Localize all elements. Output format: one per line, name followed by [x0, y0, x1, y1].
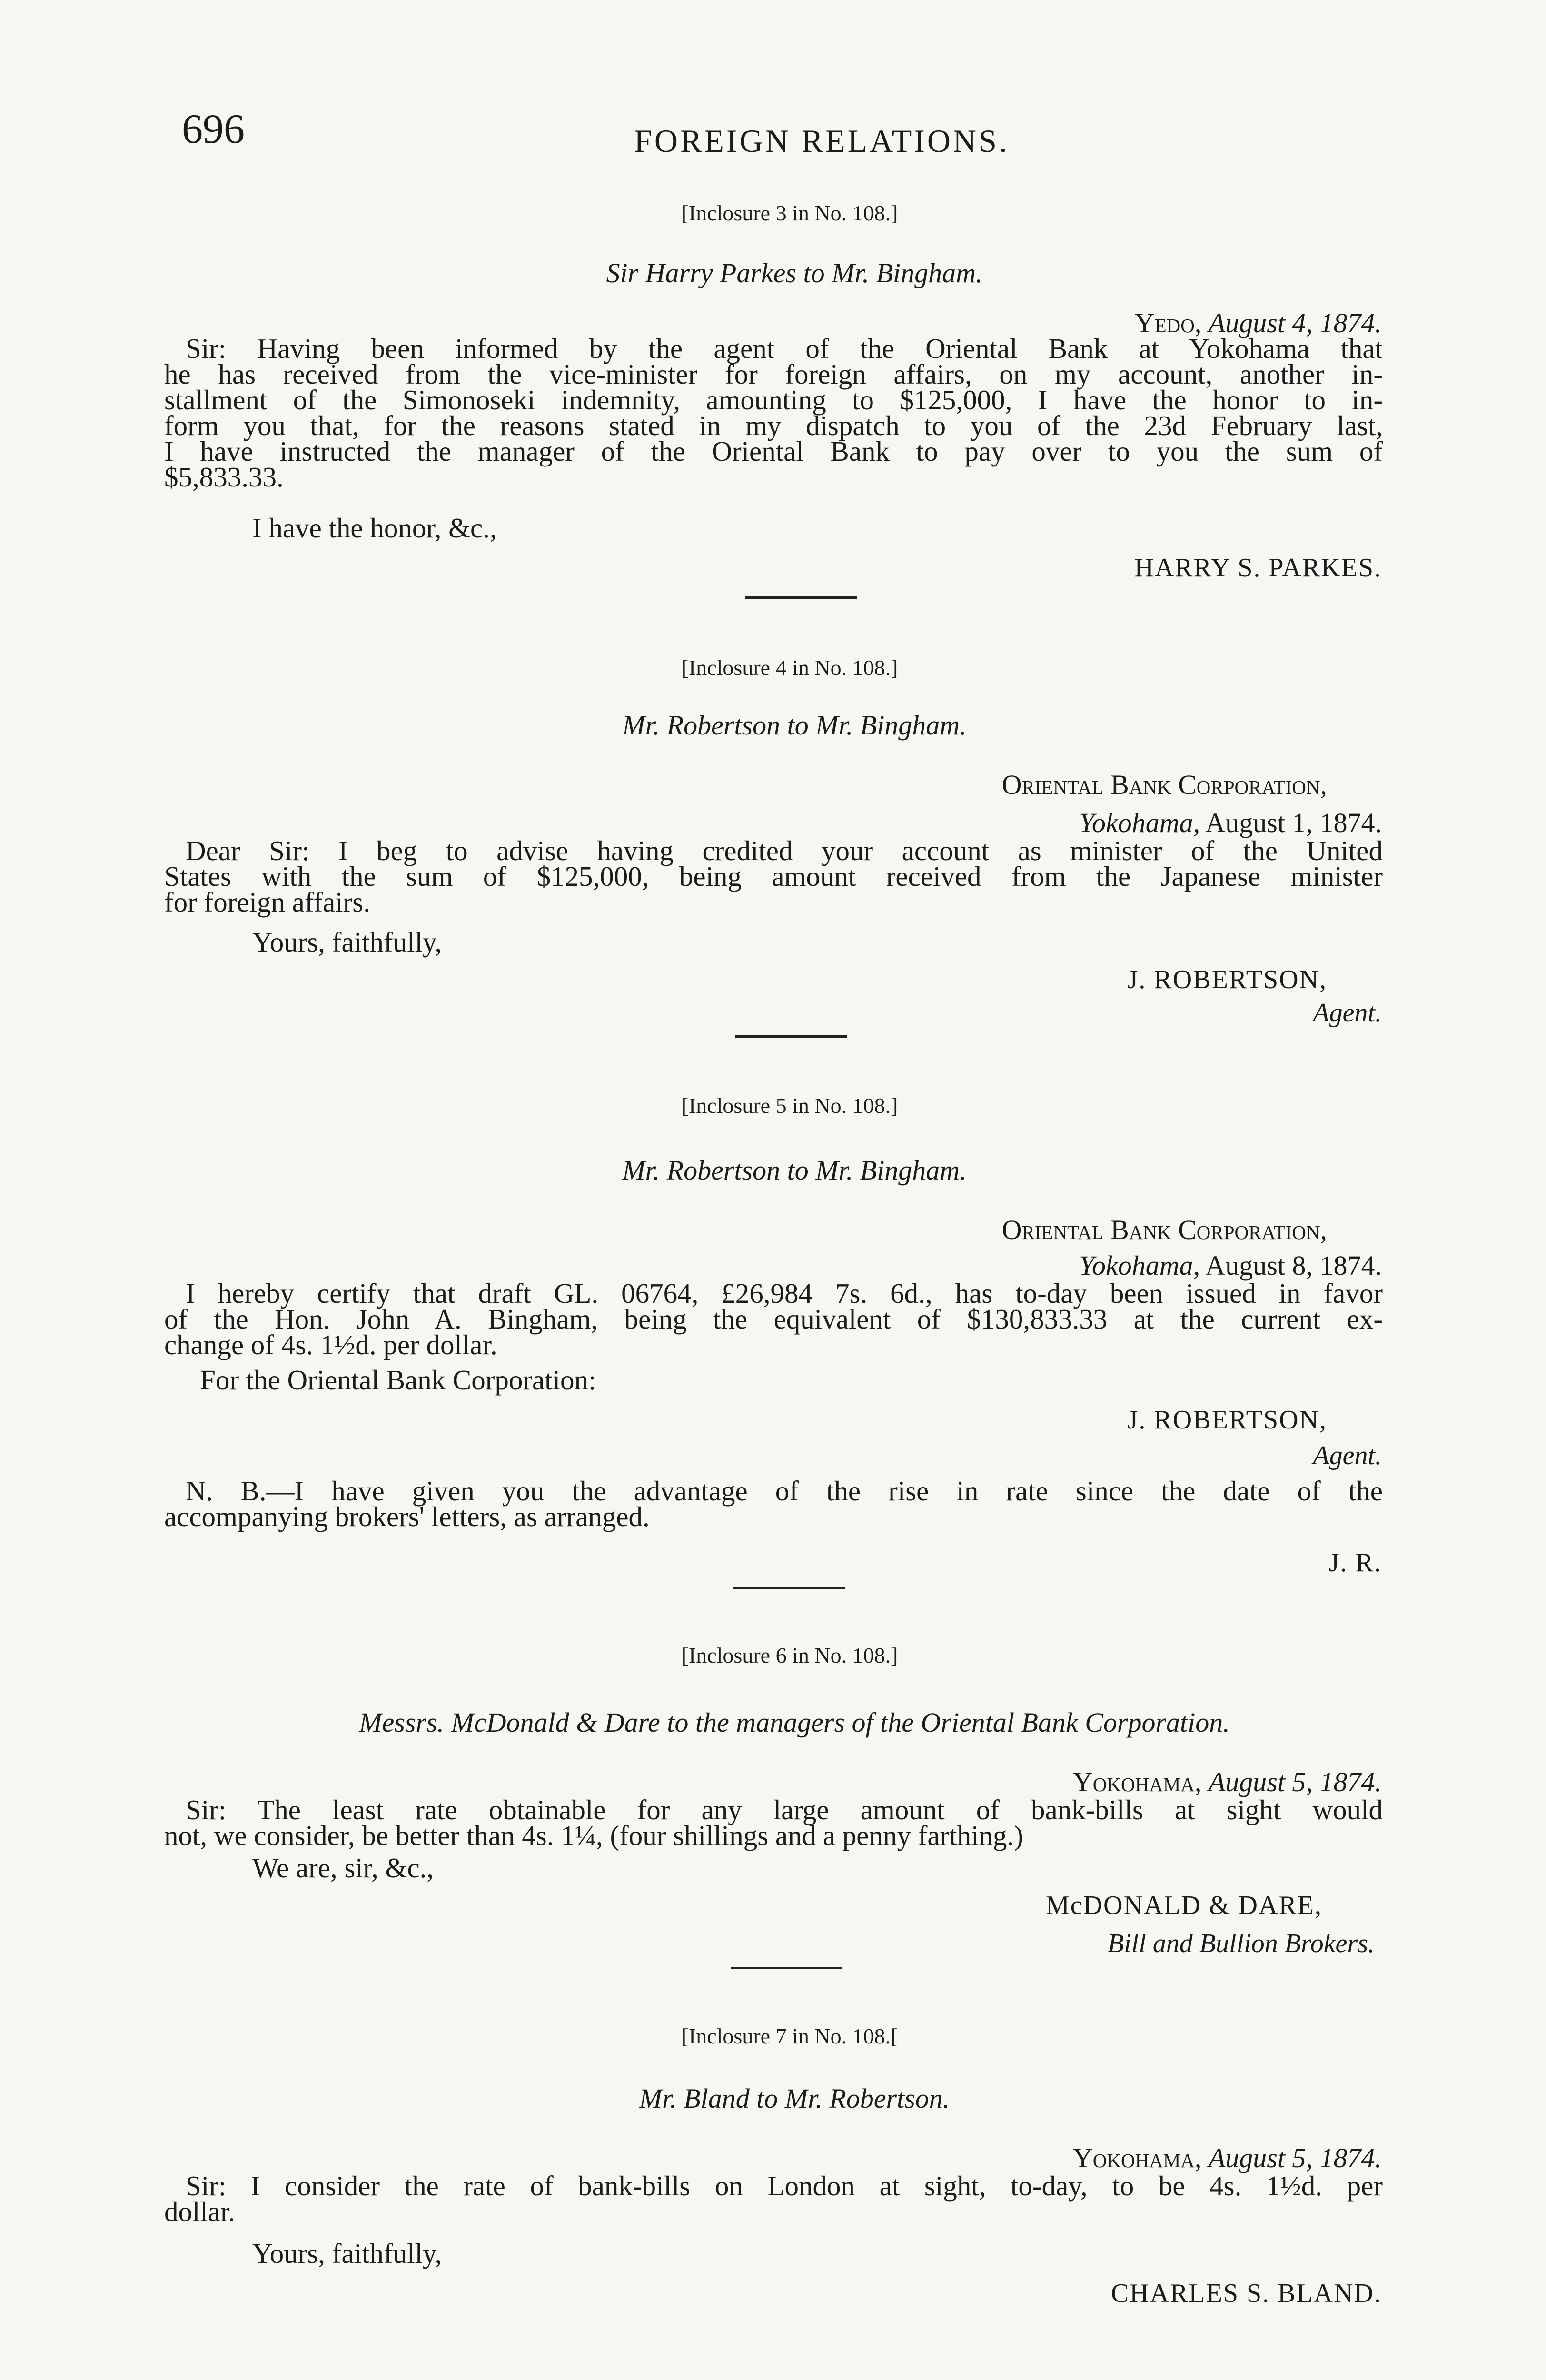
body-line: of the Hon. John A. Bingham, being the equivalent of $130,833.33 at the current ex- — [164, 1303, 1383, 1335]
inclosure-5-label: [Inclosure 5 in No. 108.] — [681, 1093, 898, 1118]
body-line: he has received from the vice-minister for foreign affairs, on my account, another in- — [164, 358, 1383, 390]
inclosure-7-date: August 5, 1874. — [1208, 2142, 1382, 2173]
page-number: 696 — [182, 106, 245, 152]
inclosure-7-body — [164, 2170, 1383, 2227]
inclosure-3-title: Sir Harry Parkes to Mr. Bingham. — [606, 258, 983, 288]
body-line: for foreign affairs. — [164, 886, 371, 918]
inclosure-3-body — [164, 333, 1383, 493]
inclosure-6-signature-title: Bill and Bullion Brokers. — [1108, 1929, 1375, 1958]
body-line: Sir: The least rate obtainable for any large amount of bank-bills at sight would — [186, 1794, 1383, 1825]
body-line: dollar. — [164, 2196, 236, 2227]
inclosure-6-closing: We are, sir, &c., — [252, 1852, 434, 1884]
inclosure-4-signature: J. ROBERTSON, — [1127, 965, 1327, 994]
inclosure-7-place-date — [1073, 2144, 1382, 2172]
body-line: Sir: I consider the rate of bank-bills on London at sight, to-day, to be 4s. 1½d. per — [186, 2170, 1383, 2202]
inclosure-5-org: Oriental Bank Corporation, — [1001, 1214, 1327, 1245]
inclosure-5-date: August 8, 1874. — [1205, 1250, 1382, 1281]
inclosure-4-closing: Yours, faithfully, — [252, 926, 442, 958]
inclosure-5-signature: J. ROBERTSON, — [1127, 1405, 1327, 1435]
inclosure-5-place: Yokohama, — [1079, 1250, 1200, 1281]
inclosure-5-title: Mr. Robertson to Mr. Bingham. — [622, 1155, 967, 1186]
inclosure-4-org: Oriental Bank Corporation, — [1001, 769, 1327, 800]
inclosure-7-title: Mr. Bland to Mr. Robertson. — [639, 2083, 950, 2114]
section-divider — [731, 1967, 842, 1969]
inclosure-4-place: Yokohama, — [1079, 807, 1200, 838]
inclosure-3-place: Yedo, — [1134, 307, 1202, 338]
inclosure-4-title: Mr. Robertson to Mr. Bingham. — [622, 710, 967, 741]
body-line: form you that, for the reasons stated in my dispatch to you of the 23d February last, — [164, 410, 1383, 441]
inclosure-4-label: [Inclosure 4 in No. 108.] — [681, 655, 898, 680]
inclosure-5-nb — [164, 1475, 1383, 1532]
inclosure-7-closing: Yours, faithfully, — [252, 2238, 442, 2269]
running-header: FOREIGN RELATIONS. — [634, 123, 1010, 159]
inclosure-5-signature-title: Agent. — [1313, 1441, 1382, 1470]
body-line: not, we consider, be better than 4s. 1¼, (four shillings and a penny farthing.) — [164, 1820, 1023, 1851]
inclosure-5-nb-signature: J. R. — [1328, 1548, 1382, 1577]
inclosure-5-place-date — [1079, 1252, 1382, 1279]
body-line: Dear Sir: I beg to advise having credited your account as minister of the United — [186, 835, 1383, 866]
body-line: stallment of the Simonoseki indemnity, amounting to $125,000, I have the honor to in- — [164, 384, 1383, 416]
inclosure-7-label: [Inclosure 7 in No. 108.[ — [681, 2024, 898, 2048]
inclosure-7-signature: CHARLES S. BLAND. — [1110, 2279, 1382, 2308]
inclosure-3-signature: HARRY S. PARKES. — [1134, 553, 1382, 583]
body-line: $5,833.33. — [164, 461, 284, 493]
inclosure-6-title: Messrs. McDonald & Dare to the managers of the Oriental Bank Corporation. — [359, 1707, 1230, 1738]
inclosure-6-place: Yokohama, — [1072, 1766, 1202, 1797]
body-line: Sir: Having been informed by the agent of the Oriental Bank at Yokohama that — [186, 333, 1383, 364]
inclosure-6-signature: McDONALD & DARE, — [1045, 1891, 1322, 1920]
inclosure-3-label: [Inclosure 3 in No. 108.] — [681, 201, 898, 225]
inclosure-5-closing: For the Oriental Bank Corporation: — [200, 1364, 596, 1396]
inclosure-3-date: August 4, 1874. — [1208, 307, 1382, 338]
inclosure-4-date: August 1, 1874. — [1205, 807, 1382, 838]
inclosure-4-place-date — [1079, 809, 1382, 837]
nb-line: N. B.—I have given you the advantage of the rise in rate since the date of the — [186, 1475, 1383, 1507]
inclosure-6-date: August 5, 1874. — [1208, 1766, 1382, 1797]
body-line: States with the sum of $125,000, being amount received from the Japanese minister — [164, 861, 1383, 892]
body-line: I have instructed the manager of the Oriental Bank to pay over to you the sum of — [164, 436, 1383, 467]
body-line: I hereby certify that draft GL. 06764, £26,984 7s. 6d., has to-day been issued in favor — [186, 1278, 1383, 1309]
section-divider — [735, 1035, 847, 1038]
section-divider — [745, 596, 857, 599]
nb-line: accompanying brokers' letters, as arranged. — [164, 1501, 650, 1532]
inclosure-4-body — [164, 835, 1383, 918]
inclosure-6-label: [Inclosure 6 in No. 108.] — [681, 1643, 898, 1667]
body-line: change of 4s. 1½d. per dollar. — [164, 1329, 497, 1360]
inclosure-3-closing: I have the honor, &c., — [252, 512, 497, 544]
inclosure-7-place: Yokohama, — [1072, 2142, 1202, 2173]
inclosure-4-signature-title: Agent. — [1313, 998, 1382, 1028]
inclosure-5-body — [164, 1280, 1383, 1358]
inclosure-6-body — [164, 1794, 1383, 1851]
section-divider — [733, 1587, 845, 1589]
inclosure-6-place-date — [1073, 1768, 1382, 1796]
